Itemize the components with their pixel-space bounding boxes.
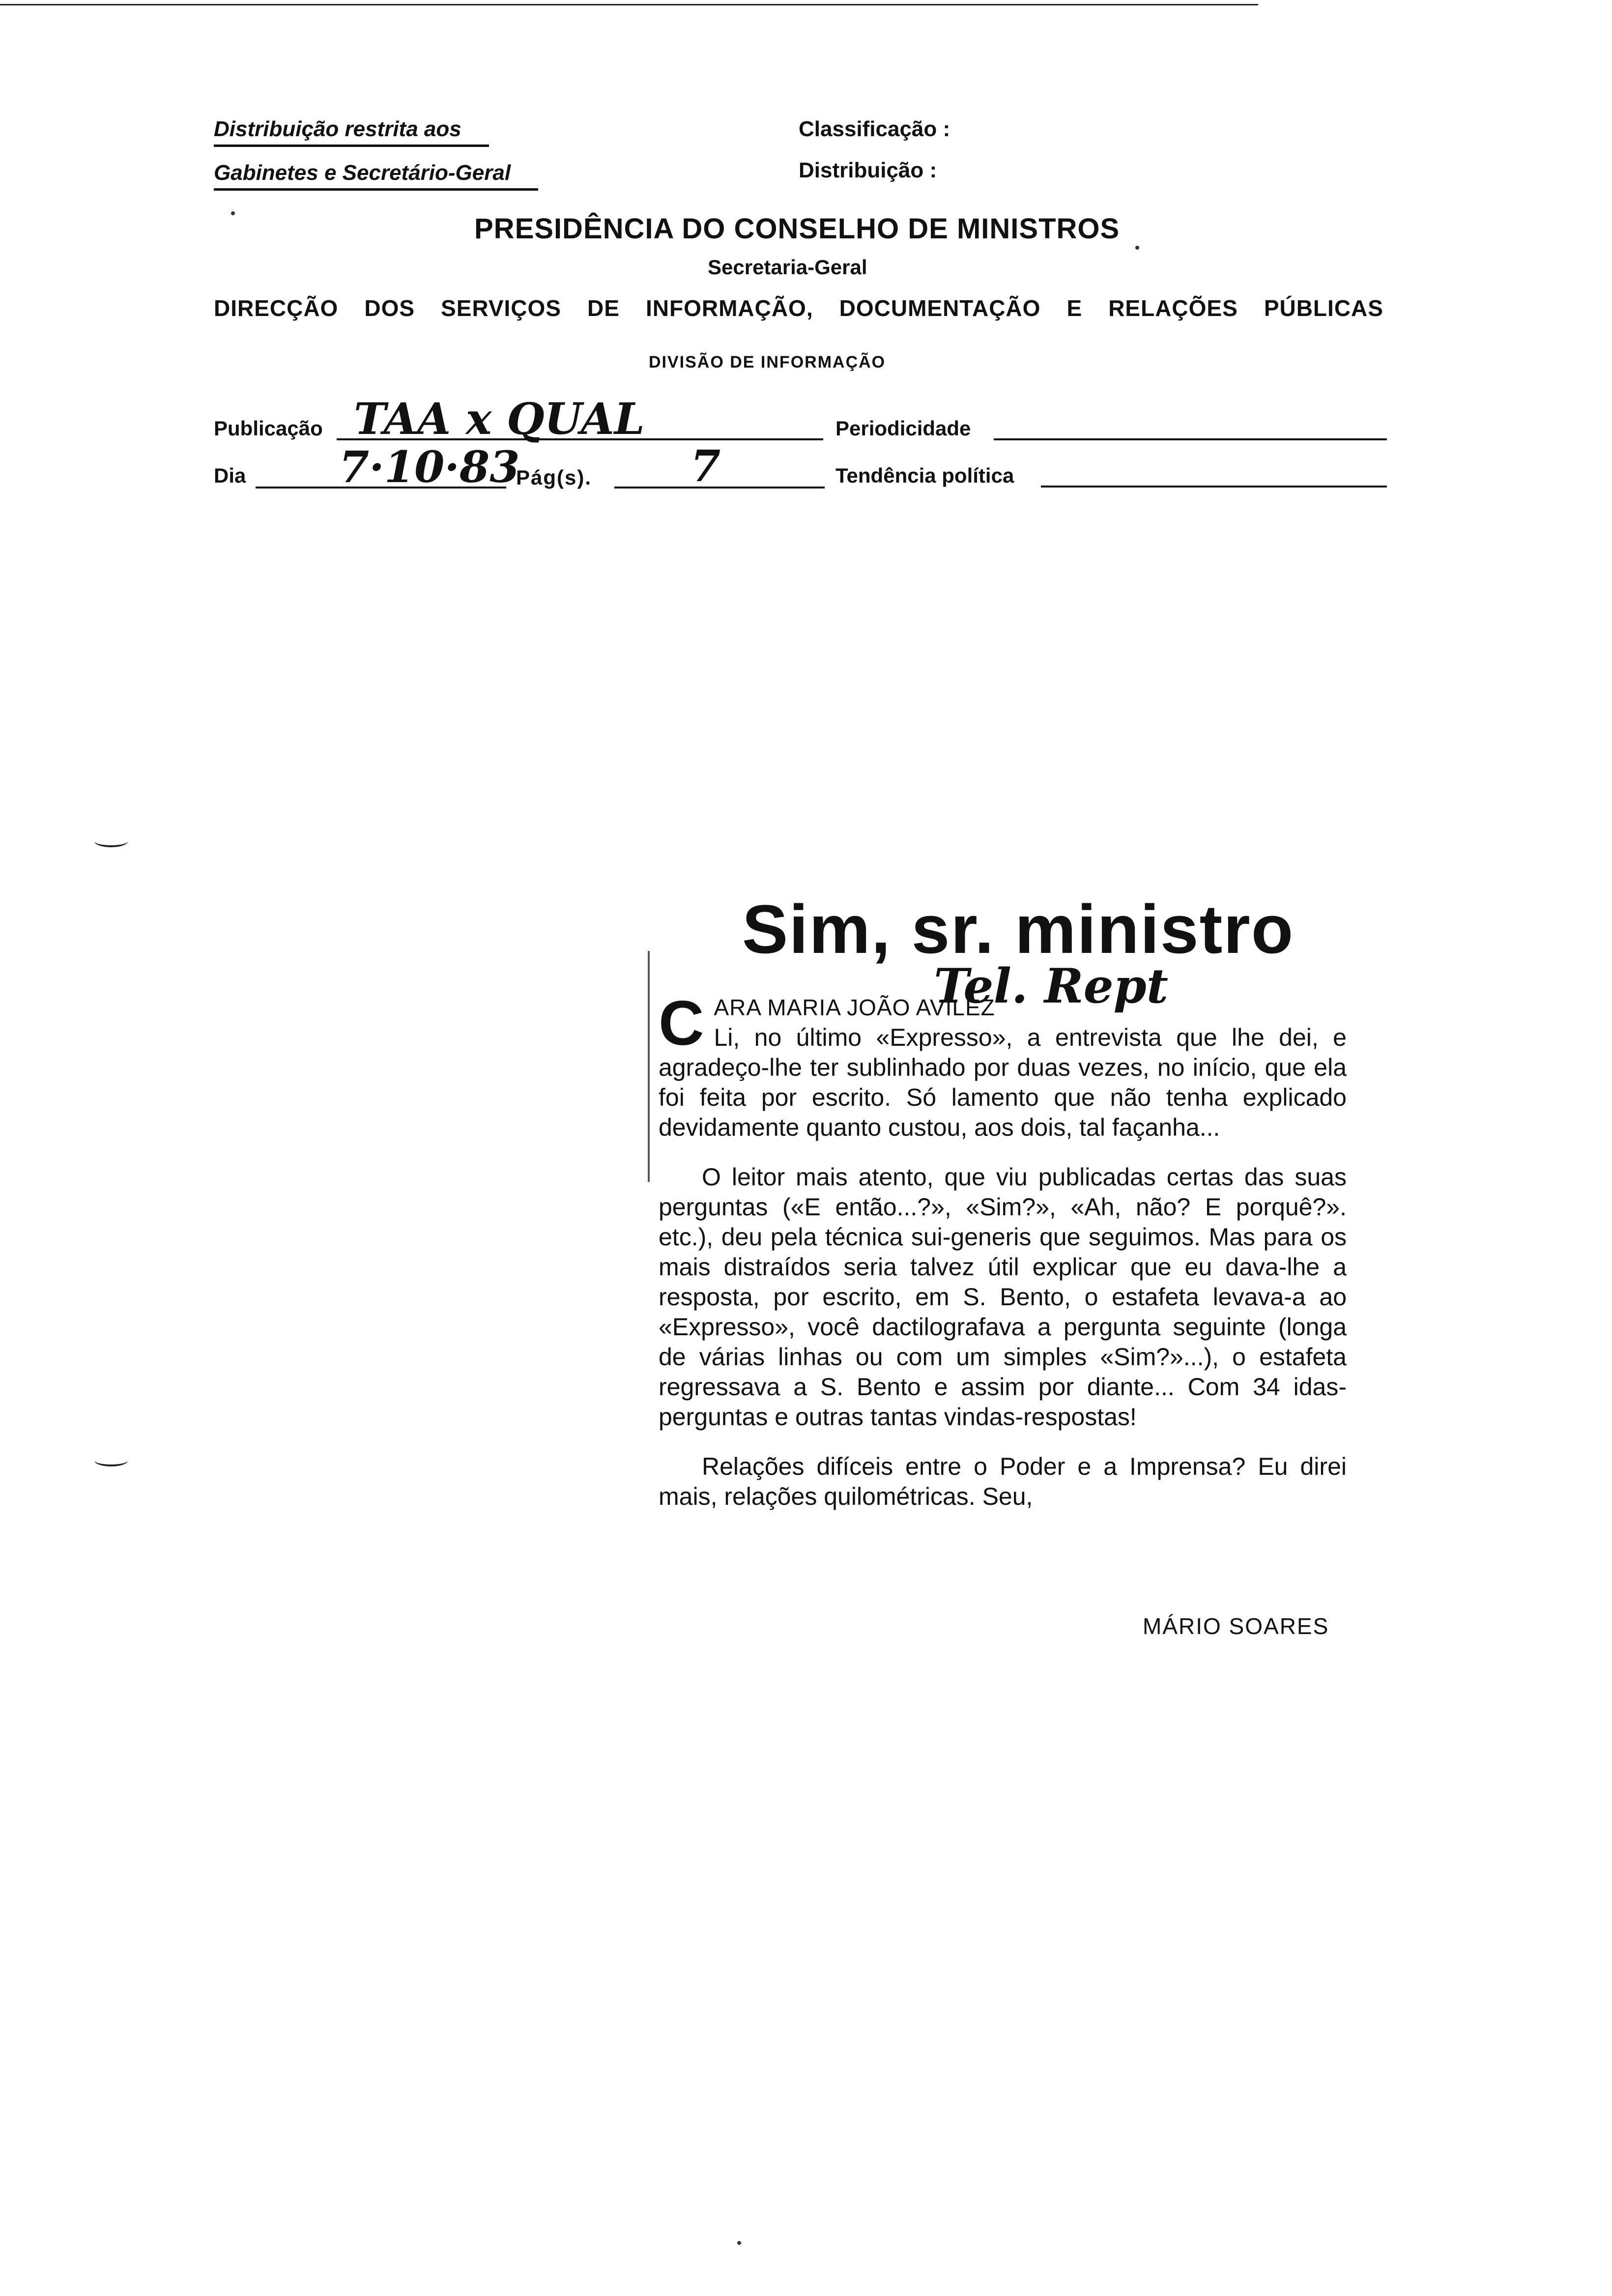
paragraph-2: O leitor mais atento, que viu publicadas certas das suas perguntas («E então...?», «Sim?», «Ah, não? E porquê?». etc.), deu pela técnica sui-generis que seguimos. Mas para os mais distraídos seria talvez útil explicar que eu dava-lhe a resposta, por escrito, em S. Bento, o estafeta levava-a ao «Expresso», você dactilografava a pergunta seguinte (longa de várias linhas ou com um simples «Sim?»...), o estafeta regressava a S. Bento e assim por diante... Com 34 idas-perguntas e outras tantas vindas-respostas! — [659, 1163, 1347, 1431]
tendencia-label: Tendência política — [835, 464, 1014, 487]
salutation: ARA MARIA JOÃO AVILEZ — [714, 995, 995, 1020]
punch-hole-mark — [94, 835, 128, 847]
direccao-word: DOS — [364, 295, 415, 321]
margin-rule — [648, 951, 650, 1182]
periodicidade-label: Periodicidade — [835, 417, 971, 440]
distribution-line-1: Distribuição restrita aos — [214, 117, 489, 147]
dia-label: Dia — [214, 464, 246, 487]
direccao-word: INFORMAÇÃO, — [645, 295, 813, 321]
drop-cap: C — [659, 988, 704, 1059]
pags-label: Pág(s). — [516, 466, 592, 489]
tendencia-line — [1041, 486, 1387, 488]
direccao-word: RELAÇÕES — [1108, 295, 1238, 321]
paragraph-1: Li, no último «Expresso», a entrevista que lhe dei, e agradeço-lhe ter sublinhado por duas vezes, no início, que ela foi feita por escrito. Só lamento que não tenha explicado devidamente quanto custou, aos dois, tal façanha... — [659, 1024, 1347, 1141]
direccao-word: DIRECÇÃO — [214, 295, 339, 321]
paragraph-3: Relações difíceis entre o Poder e a Imprensa? Eu direi mais, relações quilométricas. Seu, — [659, 1453, 1347, 1510]
distribution-line-2: Gabinetes e Secretário-Geral — [214, 161, 538, 191]
publicacao-label: Publicação — [214, 417, 323, 440]
scan-speck — [737, 2241, 741, 2245]
classificacao-label: Classificação : — [799, 117, 950, 141]
secretaria-subtitle: Secretaria-Geral — [708, 256, 867, 279]
pags-handwritten: 7 — [691, 440, 721, 491]
distribuicao-label: Distribuição : — [799, 158, 937, 182]
dia-handwritten: 7·10·83 — [339, 441, 520, 492]
article-headline: Sim, sr. ministro — [742, 890, 1295, 968]
top-scan-rule — [0, 4, 1258, 5]
direccao-line — [214, 295, 1383, 321]
handwritten-annotation: Tel. Rept — [934, 958, 1169, 1014]
presidencia-title: PRESIDÊNCIA DO CONSELHO DE MINISTROS — [474, 213, 1120, 245]
direccao-word: DOCUMENTAÇÃO — [839, 295, 1041, 321]
periodicidade-line — [994, 438, 1387, 440]
distribution-block — [214, 117, 538, 191]
publicacao-handwritten: TAA x QUAL — [354, 393, 645, 444]
scan-speck — [231, 211, 235, 215]
direccao-word: E — [1066, 295, 1083, 321]
direccao-word: SERVIÇOS — [441, 295, 561, 321]
article-body — [659, 988, 1347, 1531]
direccao-word: DE — [587, 295, 620, 321]
scan-speck — [1135, 246, 1139, 250]
divisao-title: DIVISÃO DE INFORMAÇÃO — [649, 353, 886, 372]
punch-hole-mark — [94, 1455, 128, 1466]
signature: MÁRIO SOARES — [1143, 1613, 1329, 1639]
direccao-word: PÚBLICAS — [1264, 295, 1383, 321]
